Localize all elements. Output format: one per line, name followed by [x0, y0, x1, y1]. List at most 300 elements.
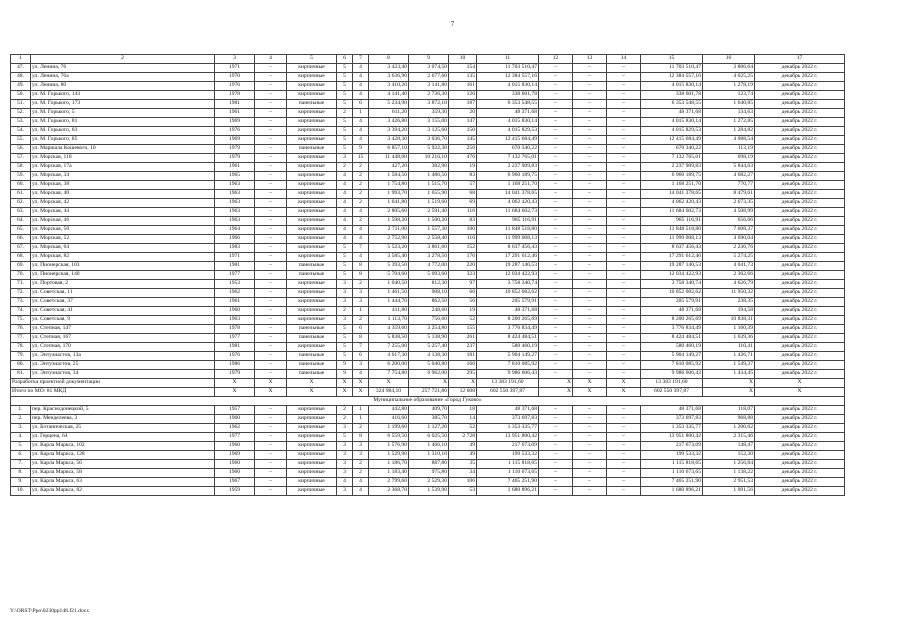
- table-row-cell: ул. М. Горького, 143: [31, 91, 215, 100]
- table-row-cell: 181: [449, 352, 477, 361]
- table-row-cell: 2: [353, 280, 369, 289]
- section-title: Муниципальное образование «Город Гуково»: [11, 397, 845, 406]
- table-row-cell: 100: [449, 226, 477, 235]
- table-row-cell: 698,19: [703, 154, 755, 163]
- table-row-cell: 1 040,50: [369, 280, 409, 289]
- table-row-cell: пер. Менделеева, 3: [31, 415, 215, 424]
- table-row-cell: 4: [353, 487, 369, 496]
- table-row-cell: 1 640,85: [703, 100, 755, 109]
- table-row-cell: 14 041 378,65: [641, 190, 703, 199]
- table-row-cell: декабрь 2022 г.: [755, 451, 845, 460]
- table-row-cell: 17 291 612,46: [641, 253, 703, 262]
- table-row-cell: –: [255, 127, 287, 136]
- table-row-cell: 427,20: [369, 163, 409, 172]
- table-row-cell: 3: [337, 424, 353, 433]
- table-row-cell: декабрь 2022 г.: [755, 226, 845, 235]
- table-row-cell: 5 138,90: [409, 334, 449, 343]
- table-row-cell: 3 428,30: [369, 136, 409, 145]
- table-row-cell: 6: [353, 325, 369, 334]
- table-row-cell: 2.: [11, 415, 31, 424]
- table-row-cell: 2 711,00: [369, 226, 409, 235]
- table-row-cell: –: [607, 361, 641, 370]
- summary-cell: X: [353, 379, 369, 388]
- table-row-cell: –: [539, 361, 573, 370]
- table-row-cell: 2 368,70: [369, 487, 409, 496]
- table-row-cell: 4: [337, 181, 353, 190]
- table-row-cell: –: [539, 91, 573, 100]
- table-row-cell: –: [573, 199, 607, 208]
- table-row-cell: 4: [353, 118, 369, 127]
- table-row-cell: декабрь 2022 г.: [755, 64, 845, 73]
- table-row-cell: ул. М. Горького, 85: [31, 136, 215, 145]
- column-number-row-cell: 7: [353, 55, 369, 64]
- table-row-cell: –: [255, 334, 287, 343]
- summary-cell: X: [449, 379, 477, 388]
- table-row-cell: декабрь 2022 г.: [755, 118, 845, 127]
- table-row-cell: 1979: [215, 154, 255, 163]
- table-row: [11, 73, 845, 82]
- table-row-cell: 4: [337, 235, 353, 244]
- table-row-cell: 11 848 518,80: [477, 226, 539, 235]
- table-row-cell: 3: [337, 469, 353, 478]
- table-row-cell: 1962: [215, 424, 255, 433]
- table-row-cell: декабрь 2022 г.: [755, 487, 845, 496]
- table-row-cell: кирпичные: [287, 253, 337, 262]
- table-row-cell: 74.: [11, 307, 31, 316]
- table-row-cell: кирпичные: [287, 163, 337, 172]
- table-row: [11, 298, 845, 307]
- table-row-cell: декабрь 2022 г.: [755, 154, 845, 163]
- table-row: [11, 352, 845, 361]
- table-row-cell: 14 041 378,65: [477, 190, 539, 199]
- table-row-cell: –: [607, 199, 641, 208]
- table-row-cell: –: [573, 73, 607, 82]
- table-row-cell: –: [573, 181, 607, 190]
- table-row-cell: 9 986 606,43: [641, 370, 703, 379]
- table-row-cell: 5: [337, 73, 353, 82]
- table-row-cell: 4: [353, 127, 369, 136]
- table-row-cell: 4: [337, 217, 353, 226]
- table-row-cell: 13 951 800,42: [641, 433, 703, 442]
- table-row-cell: 1 680 896,21: [641, 487, 703, 496]
- table-row-cell: 8 479,61: [703, 190, 755, 199]
- table-row-cell: 51.: [11, 100, 31, 109]
- column-number-row-cell: 17: [755, 55, 845, 64]
- column-number-row-cell: 15: [641, 55, 703, 64]
- table-row-cell: –: [539, 181, 573, 190]
- table-row-cell: 11 848 518,80: [641, 226, 703, 235]
- table-row-cell: 6 353 548,55: [477, 100, 539, 109]
- table-row-cell: ул. Морская, 118: [31, 154, 215, 163]
- table-row-cell: 60.: [11, 181, 31, 190]
- table-row-cell: декабрь 2022 г.: [755, 253, 845, 262]
- table-row-cell: –: [255, 280, 287, 289]
- table-row-cell: 1 168 251,70: [477, 181, 539, 190]
- table-row-cell: –: [573, 208, 607, 217]
- table-row-cell: 6 960 189,75: [477, 172, 539, 181]
- table-row-cell: декабрь 2022 г.: [755, 208, 845, 217]
- table-row-cell: 1960: [215, 307, 255, 316]
- table-row-cell: декабрь 2022 г.: [755, 91, 845, 100]
- table-row-cell: 295: [449, 370, 477, 379]
- table-row-cell: 4: [353, 136, 369, 145]
- table-row-cell: 58.: [11, 163, 31, 172]
- table-row-cell: 1 549,37: [703, 361, 755, 370]
- table-row-cell: 1 519,60: [409, 199, 449, 208]
- table-row-cell: ул. Ботаническая, 25: [31, 424, 215, 433]
- table-row-cell: 1979: [215, 370, 255, 379]
- table-row-cell: кирпичные: [287, 469, 337, 478]
- table-row-cell: –: [573, 118, 607, 127]
- column-number-row-cell: 2: [31, 55, 215, 64]
- table-row-cell: –: [607, 415, 641, 424]
- table-row-cell: 4: [353, 253, 369, 262]
- table-row-cell: 1 641,80: [369, 199, 409, 208]
- table-row-cell: 126: [449, 91, 477, 100]
- table-row-cell: панельные: [287, 100, 337, 109]
- table-row-cell: 1961: [215, 109, 255, 118]
- table-row-cell: 6 353 548,55: [641, 100, 703, 109]
- table-row-cell: –: [573, 361, 607, 370]
- table-row-cell: 1953: [215, 280, 255, 289]
- table-row-cell: 1971: [215, 253, 255, 262]
- table-row: [11, 451, 845, 460]
- table-row-cell: 1 127,20: [409, 424, 449, 433]
- table-row-cell: –: [539, 163, 573, 172]
- table-row-cell: 1 160,39: [703, 325, 755, 334]
- table-row-cell: 4 015 830,14: [477, 118, 539, 127]
- table-row-cell: декабрь 2022 г.: [755, 217, 845, 226]
- table-row-cell: –: [607, 451, 641, 460]
- table-row-cell: 62.: [11, 199, 31, 208]
- table-row-cell: 12 384 557,16: [477, 73, 539, 82]
- table-row-cell: 1983: [215, 244, 255, 253]
- table-row-cell: –: [607, 163, 641, 172]
- summary-cell: 602 550 397,87: [477, 388, 539, 397]
- table-row-cell: декабрь 2022 г.: [755, 460, 845, 469]
- table-row-cell: –: [539, 136, 573, 145]
- table-row-cell: декабрь 2022 г.: [755, 442, 845, 451]
- table-row: [11, 118, 845, 127]
- table-row-cell: 3: [337, 442, 353, 451]
- table-row-cell: 205 579,91: [641, 298, 703, 307]
- table-row-cell: –: [573, 82, 607, 91]
- table-row-cell: 5: [337, 145, 353, 154]
- summary-row: [11, 379, 845, 388]
- table-row-cell: 5: [337, 100, 353, 109]
- table-row-cell: 78.: [11, 343, 31, 352]
- table-row-cell: декабрь 2022 г.: [755, 271, 845, 280]
- table-row-cell: 76.: [11, 325, 31, 334]
- table-row-cell: ул. Морская, 34: [31, 172, 215, 181]
- table-row-cell: 2: [353, 316, 369, 325]
- table-row-cell: –: [539, 316, 573, 325]
- table-row-cell: 2 805,60: [369, 208, 409, 217]
- table-row-cell: 1 113,70: [369, 316, 409, 325]
- table-row-cell: 1971: [215, 64, 255, 73]
- table-row-cell: ул. Карла Маркса, 82: [31, 487, 215, 496]
- table-row-cell: –: [255, 361, 287, 370]
- table-row-cell: –: [539, 451, 573, 460]
- table-row-cell: –: [607, 307, 641, 316]
- table-row-cell: –: [607, 334, 641, 343]
- table-row-cell: –: [255, 118, 287, 127]
- table-row-cell: 1979: [215, 145, 255, 154]
- table-row-cell: 3 758 340,74: [641, 280, 703, 289]
- table-row-cell: 1960: [215, 415, 255, 424]
- table-row-cell: 4: [337, 199, 353, 208]
- summary-cell: Разработка проектной документации: [11, 379, 215, 388]
- table-row-cell: декабрь 2022 г.: [755, 352, 845, 361]
- table-row-cell: 1960: [215, 469, 255, 478]
- table-row-cell: 1 110 673,65: [477, 469, 539, 478]
- file-path-footer: Y:\ORST\Ppo\0230pp148.f21.docx: [10, 608, 90, 614]
- table-row-cell: –: [539, 424, 573, 433]
- table-row-cell: 887,80: [409, 460, 449, 469]
- table-row-cell: 5 922,30: [409, 145, 449, 154]
- table-row-cell: 19: [449, 163, 477, 172]
- table-row-cell: 4 690,04: [703, 235, 755, 244]
- table-row-cell: –: [607, 433, 641, 442]
- table-row: [11, 172, 845, 181]
- table-row-cell: 148,47: [703, 442, 755, 451]
- table-row-cell: –: [539, 334, 573, 343]
- table-row-cell: 110,41: [703, 343, 755, 352]
- table-row-cell: 2: [337, 109, 353, 118]
- table-row-cell: 442,80: [369, 406, 409, 415]
- table-row-cell: 2: [337, 415, 353, 424]
- table-row-cell: декабрь 2022 г.: [755, 478, 845, 487]
- table-row-cell: ул. Морская, 40: [31, 190, 215, 199]
- table-row-cell: 48 371,68: [477, 406, 539, 415]
- table-row: [11, 469, 845, 478]
- table-row-cell: 123,74: [703, 91, 755, 100]
- table-row-cell: 3: [353, 442, 369, 451]
- table-row-cell: ул. Степная, 167: [31, 334, 215, 343]
- table-row-cell: декабрь 2022 г.: [755, 415, 845, 424]
- table-row-cell: –: [539, 370, 573, 379]
- table-row-cell: 5: [337, 253, 353, 262]
- table-row: [11, 316, 845, 325]
- table-row-cell: 1 138,22: [703, 469, 755, 478]
- table-row-cell: декабрь 2022 г.: [755, 163, 845, 172]
- table-row-cell: 11 703 510,47: [477, 64, 539, 73]
- table-row-cell: 8: [353, 433, 369, 442]
- table-row-cell: 9.: [11, 478, 31, 487]
- table-row-cell: 1976: [215, 82, 255, 91]
- table-row-cell: кирпичные: [287, 190, 337, 199]
- table-row: [11, 361, 845, 370]
- table-row-cell: –: [607, 217, 641, 226]
- table-row-cell: –: [539, 469, 573, 478]
- column-number-row-cell: 16: [703, 55, 755, 64]
- table-row-cell: кирпичные: [287, 415, 337, 424]
- summary-cell: X: [755, 379, 845, 388]
- table-row-cell: 3 585,40: [369, 253, 409, 262]
- table-row: [11, 343, 845, 352]
- table-row-cell: кирпичные: [287, 244, 337, 253]
- table-row-cell: декабрь 2022 г.: [755, 136, 845, 145]
- table-row-cell: 5: [337, 118, 353, 127]
- table-row-cell: 6 962,00: [409, 370, 449, 379]
- table-row-cell: 8 637 456,43: [477, 244, 539, 253]
- table-row-cell: –: [255, 289, 287, 298]
- table-row-cell: 56.: [11, 145, 31, 154]
- table-row-cell: ул. Морская, 44: [31, 208, 215, 217]
- table-row-cell: кирпичные: [287, 199, 337, 208]
- table-row-cell: –: [573, 307, 607, 316]
- table-row-cell: 3 861,60: [409, 244, 449, 253]
- table-row-cell: 1961: [215, 298, 255, 307]
- table-row-cell: 1959: [215, 487, 255, 496]
- table-row-cell: кирпичные: [287, 280, 337, 289]
- summary-cell: X: [353, 388, 369, 397]
- table-row-cell: 8.: [11, 469, 31, 478]
- table-row-cell: 3 278,50: [409, 253, 449, 262]
- table-row-cell: –: [607, 64, 641, 73]
- table-row-cell: 116: [449, 235, 477, 244]
- table-row-cell: 4 015 829,53: [477, 127, 539, 136]
- table-row-cell: 4 088,54: [703, 136, 755, 145]
- table-row-cell: –: [573, 415, 607, 424]
- table-row-cell: –: [607, 235, 641, 244]
- table-row-cell: –: [607, 352, 641, 361]
- table-row-cell: 4 617,30: [369, 352, 409, 361]
- table-row-cell: 10 852 082,62: [477, 289, 539, 298]
- table-row-cell: декабрь 2022 г.: [755, 316, 845, 325]
- table-row-cell: –: [255, 424, 287, 433]
- table-row-cell: 3 758 340,74: [477, 280, 539, 289]
- table-row-cell: ул. Пионерская, 140: [31, 271, 215, 280]
- table-row-cell: 69: [449, 199, 477, 208]
- table-row-cell: –: [539, 217, 573, 226]
- table-row-cell: 611,20: [369, 109, 409, 118]
- table-row-cell: ул. Морская, 64: [31, 244, 215, 253]
- table-row-cell: 4: [337, 208, 353, 217]
- column-number-row-cell: 10: [449, 55, 477, 64]
- table-row-cell: 5.: [11, 442, 31, 451]
- summary-cell: 324 984,10: [369, 388, 409, 397]
- table-row-cell: –: [573, 253, 607, 262]
- table-row-cell: 68: [449, 190, 477, 199]
- table-row-cell: 161: [449, 82, 477, 91]
- table-row-cell: 8 200 265,69: [641, 316, 703, 325]
- table-row-cell: 6 960 189,75: [641, 172, 703, 181]
- table-row-cell: 3 776 834,49: [641, 325, 703, 334]
- table-row-cell: 52: [449, 424, 477, 433]
- table-row-cell: 1 444,70: [369, 298, 409, 307]
- table-row-cell: 75.: [11, 316, 31, 325]
- table-row-cell: –: [607, 469, 641, 478]
- table-row-cell: 66.: [11, 235, 31, 244]
- table-row-cell: 3: [337, 289, 353, 298]
- table-row-cell: –: [539, 73, 573, 82]
- table-row-cell: 205 579,91: [477, 298, 539, 307]
- table-row-cell: кирпичные: [287, 109, 337, 118]
- table-row-cell: панельные: [287, 334, 337, 343]
- table-row-cell: –: [539, 325, 573, 334]
- table-row-cell: 2 236,76: [703, 244, 755, 253]
- table-row-cell: –: [607, 370, 641, 379]
- table-row-cell: 54.: [11, 127, 31, 136]
- table-row-cell: –: [539, 478, 573, 487]
- table-row-cell: 79.: [11, 352, 31, 361]
- table-row-cell: 71.: [11, 280, 31, 289]
- table-row-cell: –: [255, 325, 287, 334]
- table-row-cell: панельные: [287, 325, 337, 334]
- table-row-cell: 3 125,60: [409, 127, 449, 136]
- table-row: [11, 433, 845, 442]
- table-row-cell: –: [255, 487, 287, 496]
- table-row-cell: –: [539, 253, 573, 262]
- table-row-cell: 338 601,78: [641, 91, 703, 100]
- table-row-cell: ул. Морская, 17а: [31, 163, 215, 172]
- table-row-cell: кирпичные: [287, 343, 337, 352]
- table-row-cell: кирпичные: [287, 451, 337, 460]
- table-row-cell: кирпичные: [287, 181, 337, 190]
- table-row: [11, 370, 845, 379]
- table-row-cell: 1963: [215, 181, 255, 190]
- table-row-cell: –: [607, 271, 641, 280]
- table-row-cell: 35: [449, 460, 477, 469]
- table-row-cell: –: [607, 478, 641, 487]
- table-row-cell: –: [255, 136, 287, 145]
- table-row-cell: 2: [353, 172, 369, 181]
- table-row-cell: 11 703 510,47: [641, 64, 703, 73]
- table-row-cell: 118,07: [703, 406, 755, 415]
- table-row-cell: 61.: [11, 190, 31, 199]
- table-row-cell: –: [539, 235, 573, 244]
- table-row-cell: –: [255, 253, 287, 262]
- table-row-cell: –: [607, 73, 641, 82]
- column-number-row-cell: 11: [477, 55, 539, 64]
- table-row-cell: 11 999 008,13: [641, 235, 703, 244]
- table-row-cell: 4: [353, 64, 369, 73]
- table-row-cell: –: [573, 343, 607, 352]
- table-row-cell: декабрь 2022 г.: [755, 100, 845, 109]
- table-row: [11, 253, 845, 262]
- table-row-cell: 2 677,60: [409, 73, 449, 82]
- table-row-cell: 12 034 422,93: [477, 271, 539, 280]
- table-row-cell: декабрь 2022 г.: [755, 298, 845, 307]
- table-row: [11, 136, 845, 145]
- table-row-cell: 1963: [215, 190, 255, 199]
- table-row-cell: 1 515,70: [409, 181, 449, 190]
- table-row-cell: 10 216,10: [409, 154, 449, 163]
- table-row-cell: –: [255, 199, 287, 208]
- table-row-cell: –: [539, 487, 573, 496]
- table-row-cell: 59.: [11, 172, 31, 181]
- table-row-cell: 3 141,80: [409, 82, 449, 91]
- table-row-cell: 385,70: [409, 415, 449, 424]
- table-row-cell: –: [255, 271, 287, 280]
- table-row-cell: –: [573, 442, 607, 451]
- table-row-cell: ул. Степная, 147: [31, 325, 215, 334]
- table-row-cell: –: [255, 208, 287, 217]
- table-row-cell: кирпичные: [287, 226, 337, 235]
- table-row-cell: 5 704,60: [369, 271, 409, 280]
- table-row-cell: 7 255,00: [369, 343, 409, 352]
- table-row-cell: 6 857,10: [369, 145, 409, 154]
- table-row-cell: 113,19: [703, 145, 755, 154]
- table-row-cell: 1969: [215, 118, 255, 127]
- table-row-cell: –: [255, 82, 287, 91]
- table-row-cell: 2: [337, 163, 353, 172]
- table-row: [11, 280, 845, 289]
- table-row-cell: 338 601,78: [477, 91, 539, 100]
- table-row-cell: 1: [353, 415, 369, 424]
- table-row-cell: ул. Карла Маркса, 128: [31, 451, 215, 460]
